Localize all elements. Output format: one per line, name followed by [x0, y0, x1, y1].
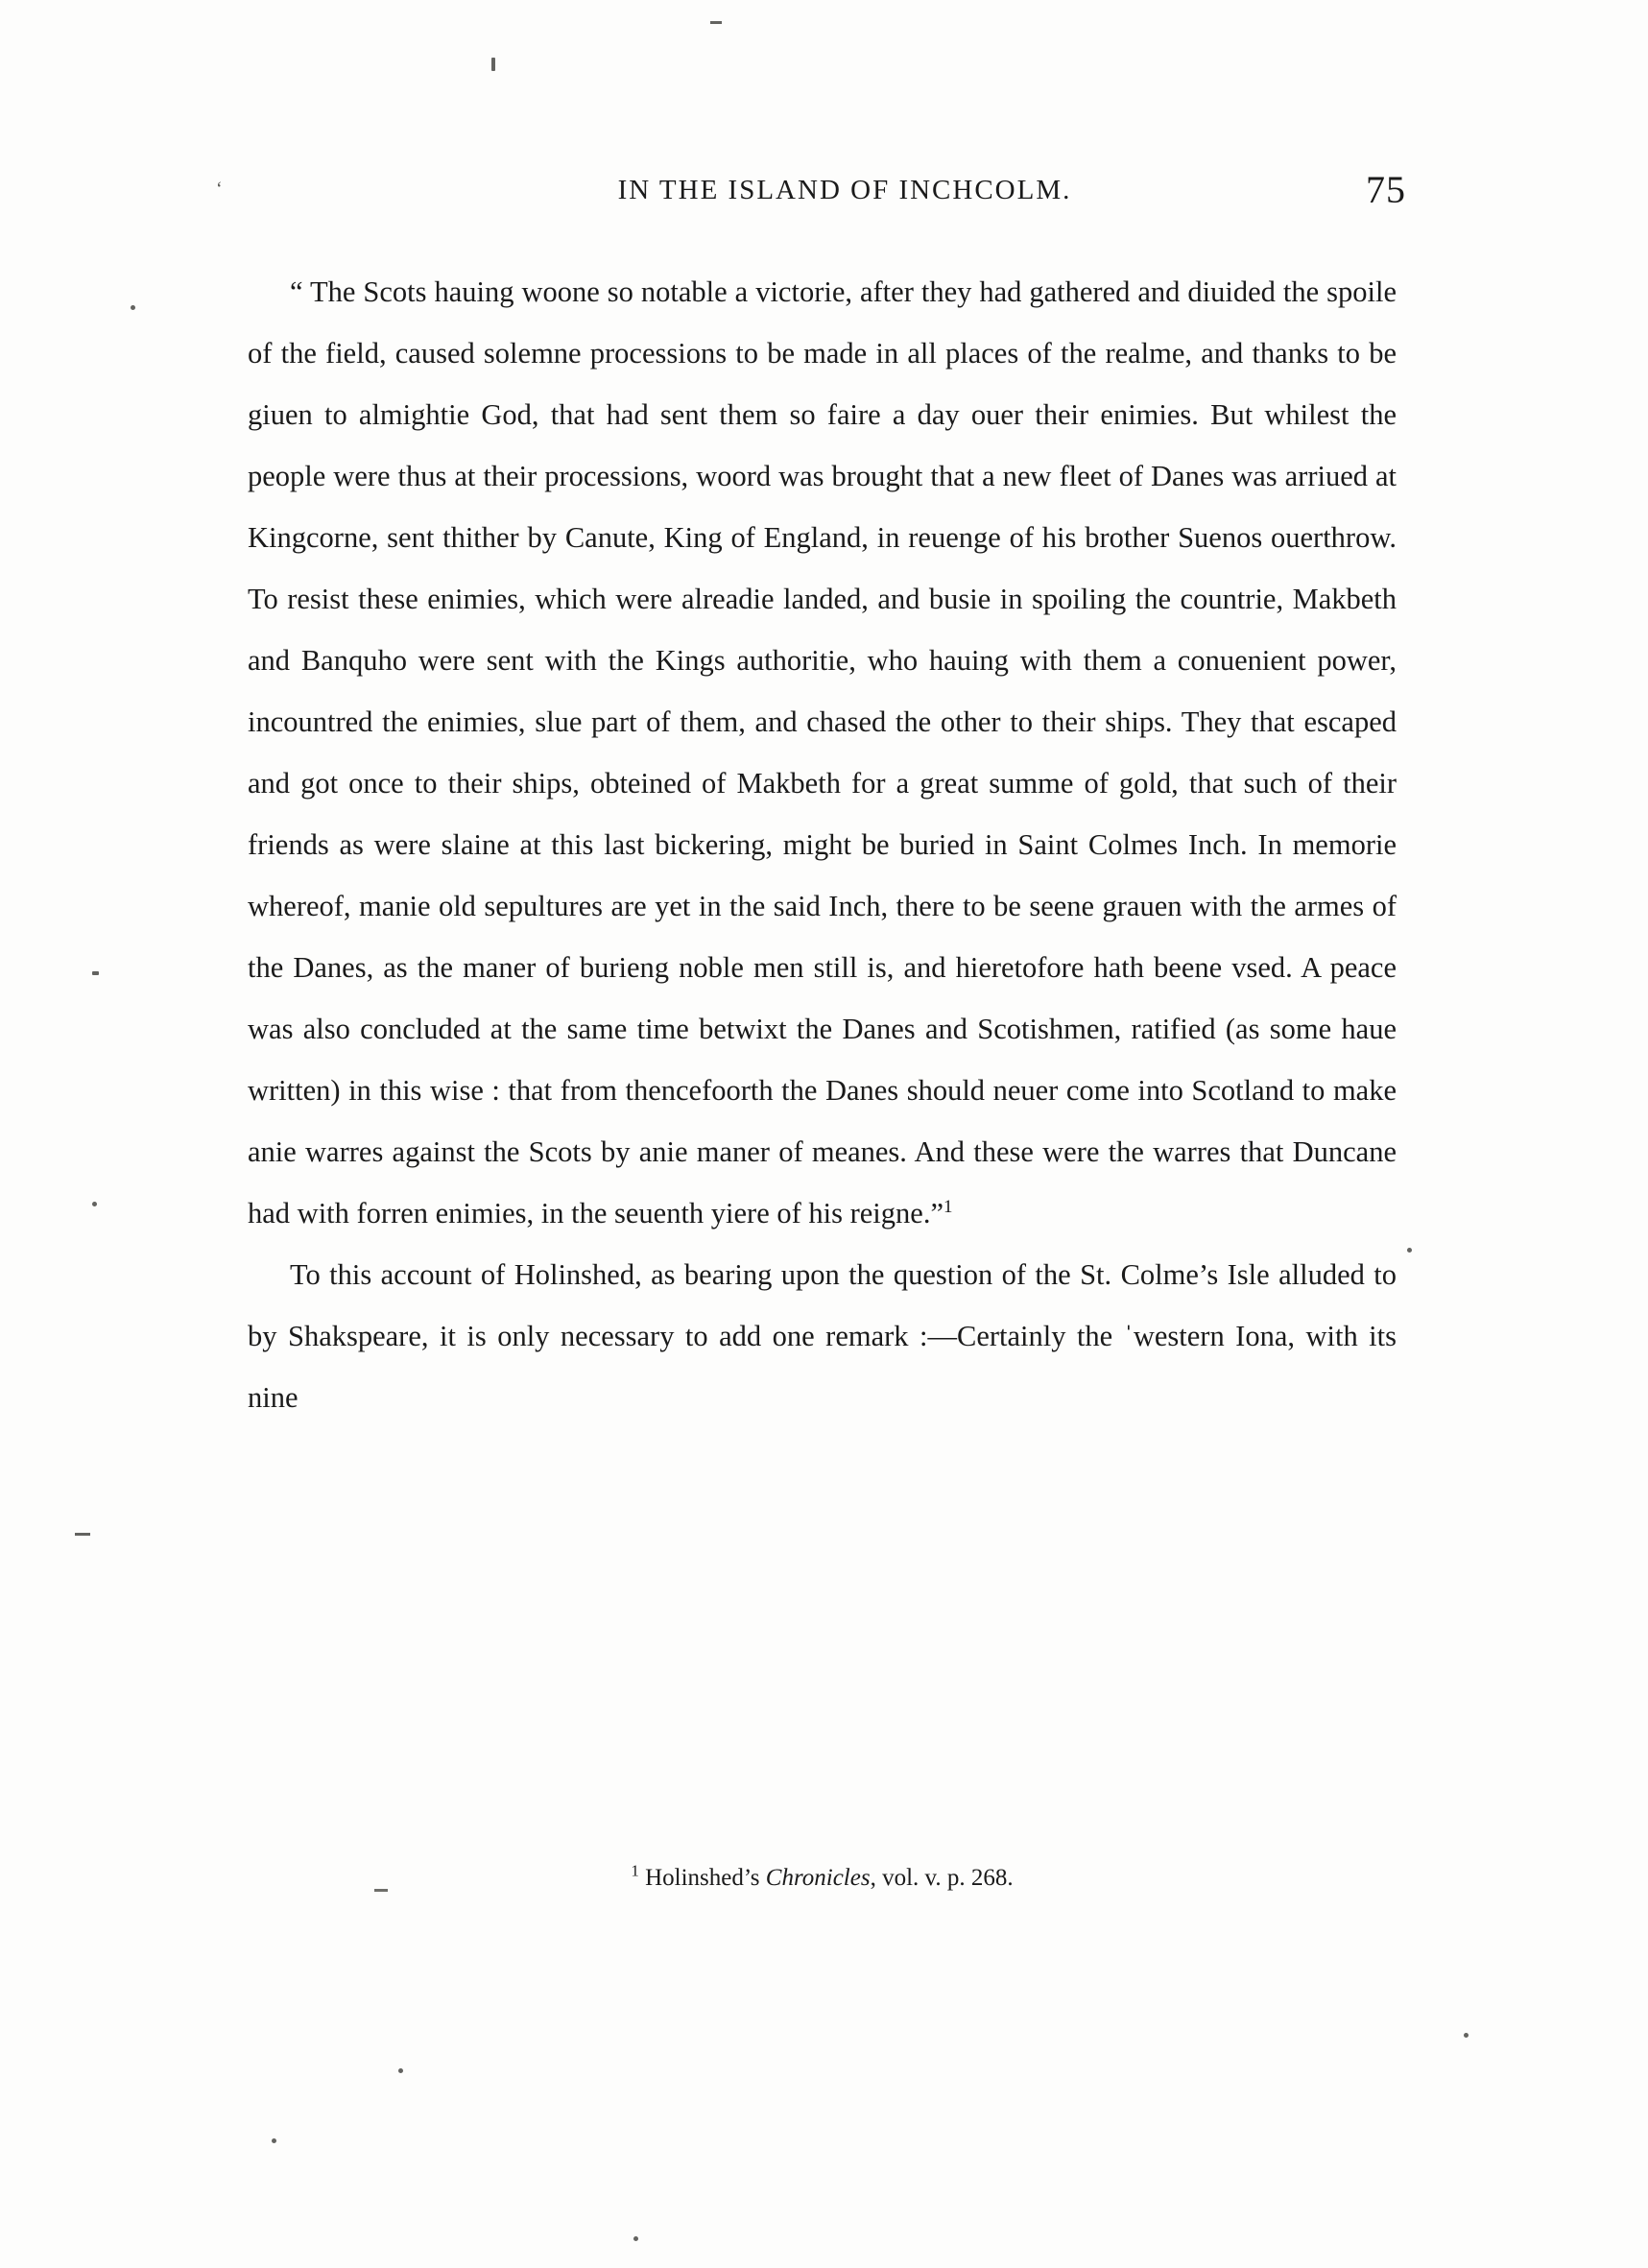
footnote-citation: , vol. v. p. 268.: [870, 1865, 1014, 1891]
footnote: [248, 1860, 1397, 1897]
paragraph-authors-comment: [248, 1244, 1397, 1428]
paragraph-text: To this account of Holinshed, as bearing upon the question of the St. Colme’s Isle alluded to by Shakspeare, it is only necessary to add one remark :—Certainly the ˈwestern Iona, with its nine: [248, 1258, 1397, 1414]
scan-speck: [491, 58, 495, 71]
scan-speck: [633, 2236, 638, 2241]
paragraph-quoted-holinshed: [248, 261, 1397, 1244]
paragraph-text: “ The Scots hauing woone so notable a victorie, after they had gathered and diuided the spoile of the field, caused solemne processions to be made in all places of the realme, and thanks to be giuen to almightie God, that had sent them so faire a day ouer their enimies. But whilest the people were thus at their processions, woord was brought that a new fleet of Danes was arriued at Kingcorne, sent thither by Canute, King of England, in reuenge of his brother Suenos ouerthrow. To resist these enimies, which were alreadie landed, and busie in spoiling the countrie, Makbeth and Banquho were sent with the Kings authoritie, who hauing with them a conuenient power, incountred the enimies, slue part of them, and chased the other to their ships. They that escaped and got once to their ships, obteined of Makbeth for a great summe of gold, that such of their friends as were slaine at this last bickering, might be buried in Saint Colmes Inch. In memorie whereof, manie old sepultures are yet in the said Inch, there to be seene grauen with the armes of the Danes, as the maner of burieng noble men still is, and hieretofore hath beene vsed. A peace was also concluded at the same time betwixt the Danes and Scotishmen, ratified (as some haue written) in this wise : that from thencefoorth the Danes should neuer come into Scotland to make anie warres against the Scots by anie maner of meanes. And these were the warres that Duncane had with forren enimies, in the seuenth yiere of his reigne.”: [248, 275, 1397, 1229]
scan-speck: [92, 971, 99, 975]
scan-speck-top: [710, 21, 722, 24]
footnote-marker: 1: [631, 1861, 639, 1880]
body-text: [248, 261, 1397, 1428]
running-title: IN THE ISLAND OF INCHCOLM.: [617, 175, 1072, 205]
page-number: 75: [1366, 168, 1406, 211]
header-tick-mark: ‘: [216, 179, 223, 200]
scan-speck: [272, 2138, 276, 2143]
scan-speck: [1407, 1248, 1412, 1253]
footnote-author: Holinshed’s: [645, 1865, 760, 1891]
footnote-reference[interactable]: 1: [943, 1196, 953, 1217]
scan-speck: [398, 2068, 403, 2073]
scan-speck: [131, 305, 135, 310]
scan-speck: [92, 1202, 97, 1206]
footnote-title: Chronicles: [765, 1865, 871, 1891]
scan-speck: [1464, 2033, 1469, 2038]
scan-speck: [75, 1533, 90, 1536]
page-header: [216, 168, 1406, 211]
